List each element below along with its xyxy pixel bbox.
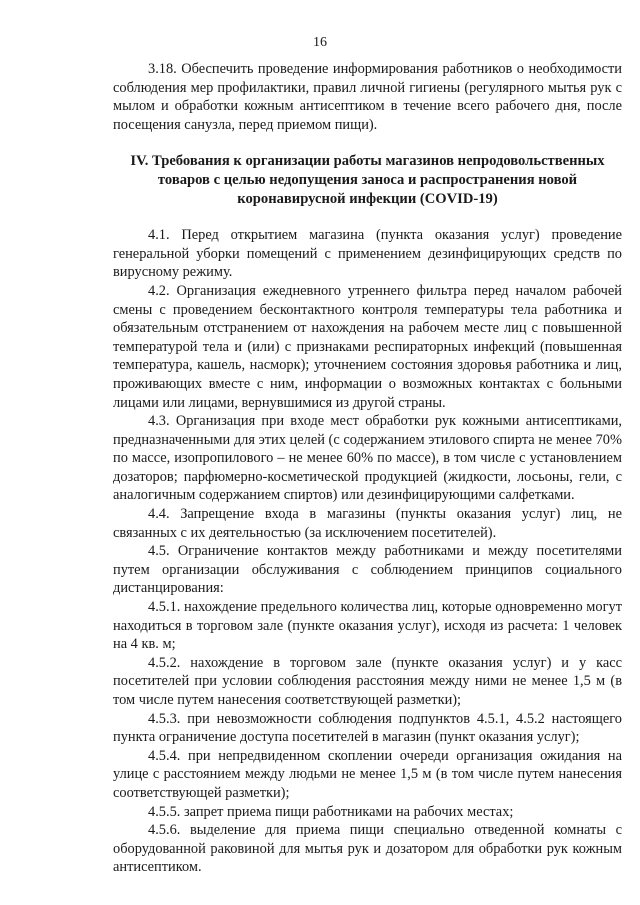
paragraph-4-5-6: 4.5.6. выделение для приема пищи специально отведенной комнаты с оборудованной раковиной для мытья рук и дозатором для обработки рук кожным антисептиком. (113, 822, 622, 876)
paragraph-4-5-5: 4.5.5. запрет приема пищи работниками на рабочих местах; (148, 803, 514, 820)
section-heading: IV. Требования к организации работы магазинов непродовольственных товаров с целью недопущения заноса и распространения новой коронавирусной инфекции (COVID-19) (130, 153, 605, 207)
paragraph-4-5: 4.5. Ограничение контактов между работниками и между посетителями путем организации обслуживания с соблюдением принципов социального дистанцирования: (113, 543, 622, 597)
paragraph-4-1: 4.1. Перед открытием магазина (пункта оказания услуг) проведение генеральной уборки помещений с применением дезинфицирующих средств по вирусному режиму. (113, 227, 622, 281)
paragraph-3-18: 3.18. Обеспечить проведение информирования работников о необходимости соблюдения мер профилактики, правил личной гигиены (регулярного мытья рук с мылом и обработки кожным антисептиком в течение всего рабочего дня, после посещения санузла, перед приемом пищи). (113, 61, 622, 133)
paragraph-4-5-1: 4.5.1. нахождение предельного количества лиц, которые одновременно могут находиться в торговом зале (пункте оказания услуг), исходя из расчета: 1 человек на 4 кв. м; (113, 599, 622, 653)
document-body (113, 60, 622, 877)
paragraph-4-5-4: 4.5.4. при непредвиденном скоплении очереди организация ожидания на улице с расстоянием между людьми не менее 1,5 м (в том числе путем нанесения соответствующей разметки); (113, 747, 622, 801)
page-number: 16 (313, 35, 327, 50)
paragraph-4-3: 4.3. Организация при входе мест обработки рук кожными антисептиками, предназначенными для этих целей (с содержанием этилового спирта не менее 70% по массе, изопропилового – не менее 60% по массе), в том числе с установлением дозаторов; парфюмерно-косметической продукцией (жидкости, лосьоны, гели, с аналогичным содержанием спиртов) или дезинфицирующими салфетками. (113, 413, 622, 504)
paragraph-4-2: 4.2. Организация ежедневного утреннего фильтра перед началом рабочей смены с проведением бесконтактного контроля температуры тела работника и обязательным отстранением от нахождения на рабочем месте лиц с повышенной температурой тела и (или) с признаками респираторных инфекций (повышенная температура, кашель, насморк); уточнением состояния здоровья работника и лиц, проживающих вместе с ним, информации о возможных контактах с больными лицами или лицами, вернувшимися из другой страны. (113, 282, 622, 411)
paragraph-4-4: 4.4. Запрещение входа в магазины (пункты оказания услуг) лиц, не связанных с их деятельностью (за исключением посетителей). (113, 506, 622, 541)
paragraph-4-5-2: 4.5.2. нахождение в торговом зале (пункте оказания услуг) и у касс посетителей при условии соблюдения расстояния между ними не менее 1,5 м (в том числе путем нанесения соответствующей разметки); (113, 654, 622, 708)
paragraph-4-5-3: 4.5.3. при невозможности соблюдения подпунктов 4.5.1, 4.5.2 настоящего пункта ограничение доступа посетителей в магазин (пункт оказания услуг); (113, 710, 622, 746)
